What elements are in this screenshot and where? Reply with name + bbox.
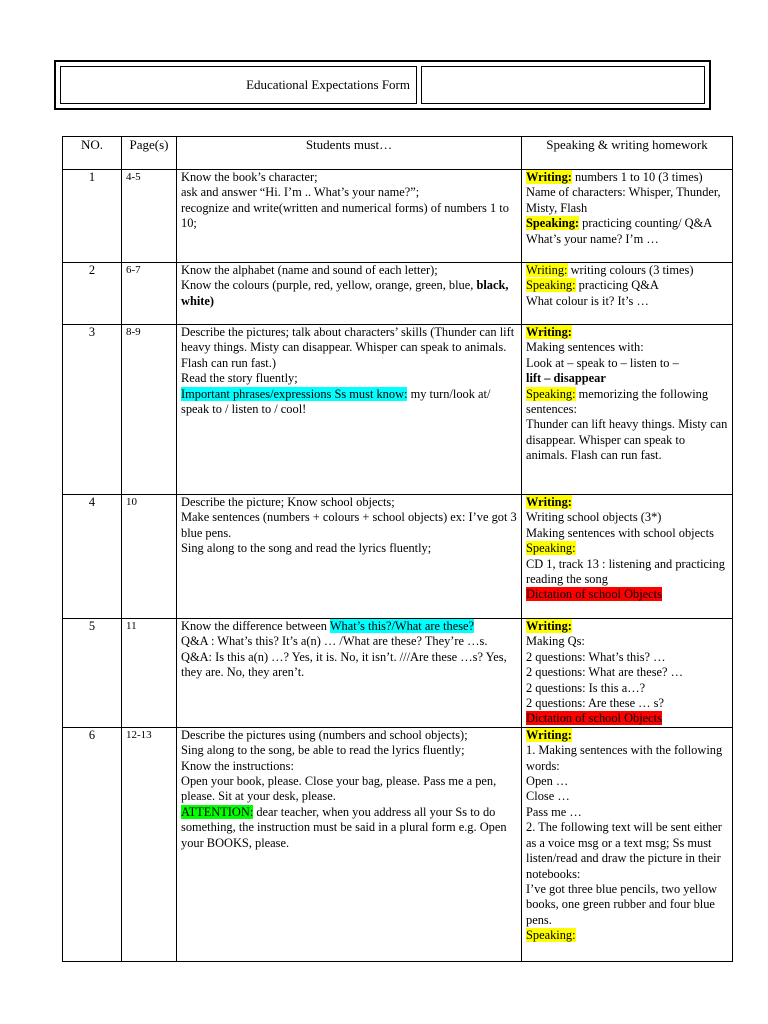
table-row xyxy=(63,263,733,325)
header-students: Students must… xyxy=(177,137,522,170)
row-students xyxy=(177,325,522,495)
homework-text: CD 1, track 13 : listening and practicing reading the song xyxy=(526,556,725,587)
student-text: ask and answer “Hi. I’m .. What’s your name?”; xyxy=(181,185,420,200)
row-homework xyxy=(522,263,733,325)
form-title-cell xyxy=(60,66,417,104)
homework-text: Making sentences with: xyxy=(526,340,644,355)
table-row xyxy=(63,727,733,961)
student-text: Know the alphabet (name and sound of each letter); xyxy=(181,263,438,277)
homework-text: memorizing the following sentences: xyxy=(526,386,709,417)
row-students xyxy=(177,495,522,619)
speaking-label: Speaking: xyxy=(526,278,576,293)
speaking-label: Speaking: xyxy=(526,928,576,943)
writing-label: Writing: xyxy=(526,325,572,339)
student-text-bold: black, white) xyxy=(181,278,509,308)
homework-text: practicing counting/ Q&A What’s your name? I’m … xyxy=(526,216,712,246)
writing-label: Writing: xyxy=(526,619,572,633)
row-homework xyxy=(522,495,733,619)
table-row xyxy=(63,170,733,263)
row-students xyxy=(177,619,522,728)
homework-text: Look at – speak to – listen to – xyxy=(526,355,679,370)
row-homework xyxy=(522,619,733,728)
row-pages: 6-7 xyxy=(122,263,177,325)
homework-text: Close … xyxy=(526,789,570,804)
student-text: recognize and write(written and numerical forms) of numbers 1 to 10; xyxy=(181,200,509,231)
student-text: Open your book, please. Close your bag, please. Pass me a pen, please. Sit at your desk, please. xyxy=(181,774,497,804)
speaking-label: Speaking: xyxy=(526,216,580,231)
homework-text: numbers 1 to 10 (3 times) xyxy=(571,170,703,184)
homework-text: practicing Q&A xyxy=(575,278,659,293)
homework-text: 2. The following text will be sent either as a voice msg or a text msg; Ss must listen/read and draw the picture in their notebooks: xyxy=(526,820,722,881)
row-homework xyxy=(522,170,733,263)
homework-text: Making Qs: xyxy=(526,634,585,649)
homework-text: writing colours (3 times) xyxy=(567,263,694,277)
homework-text: Name of characters: Whisper, Thunder, Misty, Flash xyxy=(526,185,721,215)
homework-text: 1. Making sentences with the following words: xyxy=(526,743,723,773)
form-header-blank-cell xyxy=(421,66,705,104)
form-header xyxy=(54,60,711,110)
student-text: Q&A : What’s this? It’s a(n) … /What are these? They’re …s. xyxy=(181,634,488,649)
student-text: dear teacher, when you address all your Ss to do something, the instruction must be said in a plural form e.g. Open your BOOKS, please. xyxy=(181,804,507,850)
homework-text: Thunder can lift heavy things. Misty can disappear. Whisper can speak to animals. Flash can run fast. xyxy=(526,417,728,463)
student-text: Sing along to the song and read the lyrics fluently; xyxy=(181,541,432,556)
student-text: Know the book’s character; xyxy=(181,170,318,184)
table-row xyxy=(63,325,733,495)
homework-text: I’ve got three blue pencils, two yellow books, one green rubber and four blue pens. xyxy=(526,881,717,927)
homework-text: Open … xyxy=(526,774,569,789)
expectations-table xyxy=(62,136,733,962)
header-homework: Speaking & writing homework xyxy=(522,137,733,170)
row-no: 1 xyxy=(63,170,122,263)
row-no: 6 xyxy=(63,727,122,961)
dictation-label: Dictation of school Objects xyxy=(526,711,662,726)
important-phrases-label: Important phrases/expressions Ss must know: xyxy=(181,386,408,401)
student-text: my turn/look at/ speak to / listen to / cool! xyxy=(181,386,491,417)
homework-text-bold: lift – disappear xyxy=(526,371,606,386)
row-no: 2 xyxy=(63,263,122,325)
writing-label: Writing: xyxy=(526,263,568,277)
row-no: 4 xyxy=(63,495,122,619)
student-text: Know the colours (purple, red, yellow, orange, green, blue, xyxy=(181,278,477,293)
homework-text: 2 questions: Is this a…? xyxy=(526,680,646,695)
writing-label: Writing: xyxy=(526,170,572,184)
student-text: Know the instructions: xyxy=(181,758,294,773)
student-text: Q&A: Is this a(n) …? Yes, it is. No, it isn’t. ///Are these …s? Yes, they are. No, they aren’t. xyxy=(181,649,507,680)
table-header-row xyxy=(63,137,733,170)
row-pages: 10 xyxy=(122,495,177,619)
highlighted-phrase: What’s this?/What are these? xyxy=(329,619,475,633)
row-pages: 11 xyxy=(122,619,177,728)
homework-text: 2 questions: What are these? … xyxy=(526,665,684,680)
speaking-label: Speaking: xyxy=(526,541,576,556)
speaking-label: Speaking: xyxy=(526,386,576,401)
student-text: Describe the pictures; talk about characters’ skills (Thunder can lift heavy things. Misty can disappear. Whisper can speak to animals. Flash can run fast.) xyxy=(181,325,515,370)
table-row xyxy=(63,495,733,619)
form-title: Educational Expectations Form xyxy=(246,77,410,92)
header-pages: Page(s) xyxy=(122,137,177,170)
student-text: Describe the picture; Know school objects; xyxy=(181,495,395,509)
homework-text: 2 questions: What’s this? … xyxy=(526,649,666,664)
row-students xyxy=(177,263,522,325)
row-students xyxy=(177,170,522,263)
row-homework xyxy=(522,727,733,961)
row-pages: 12-13 xyxy=(122,727,177,961)
writing-label: Writing: xyxy=(526,727,572,742)
student-text: Know the difference between xyxy=(181,619,330,633)
student-text: Make sentences (numbers + colours + school objects) ex: I’ve got 3 blue pens. xyxy=(181,510,517,540)
table-row xyxy=(63,619,733,728)
row-no: 5 xyxy=(63,619,122,728)
homework-text: Making sentences with school objects xyxy=(526,525,714,540)
homework-text: Writing school objects (3*) xyxy=(526,510,662,525)
attention-label: ATTENTION: xyxy=(181,804,254,819)
row-homework xyxy=(522,325,733,495)
student-text: Describe the pictures using (numbers and school objects); xyxy=(181,727,468,742)
student-text: Sing along to the song, be able to read the lyrics fluently; xyxy=(181,743,465,758)
dictation-label: Dictation of school Objects xyxy=(526,587,662,602)
homework-text: Pass me … xyxy=(526,804,582,819)
row-students xyxy=(177,727,522,961)
row-pages: 8-9 xyxy=(122,325,177,495)
homework-text: 2 questions: Are these … s? xyxy=(526,696,664,711)
student-text: Read the story fluently; xyxy=(181,371,298,386)
row-pages: 4-5 xyxy=(122,170,177,263)
row-no: 3 xyxy=(63,325,122,495)
header-no: NO. xyxy=(63,137,122,170)
writing-label: Writing: xyxy=(526,495,572,509)
homework-text: What colour is it? It’s … xyxy=(526,293,649,308)
